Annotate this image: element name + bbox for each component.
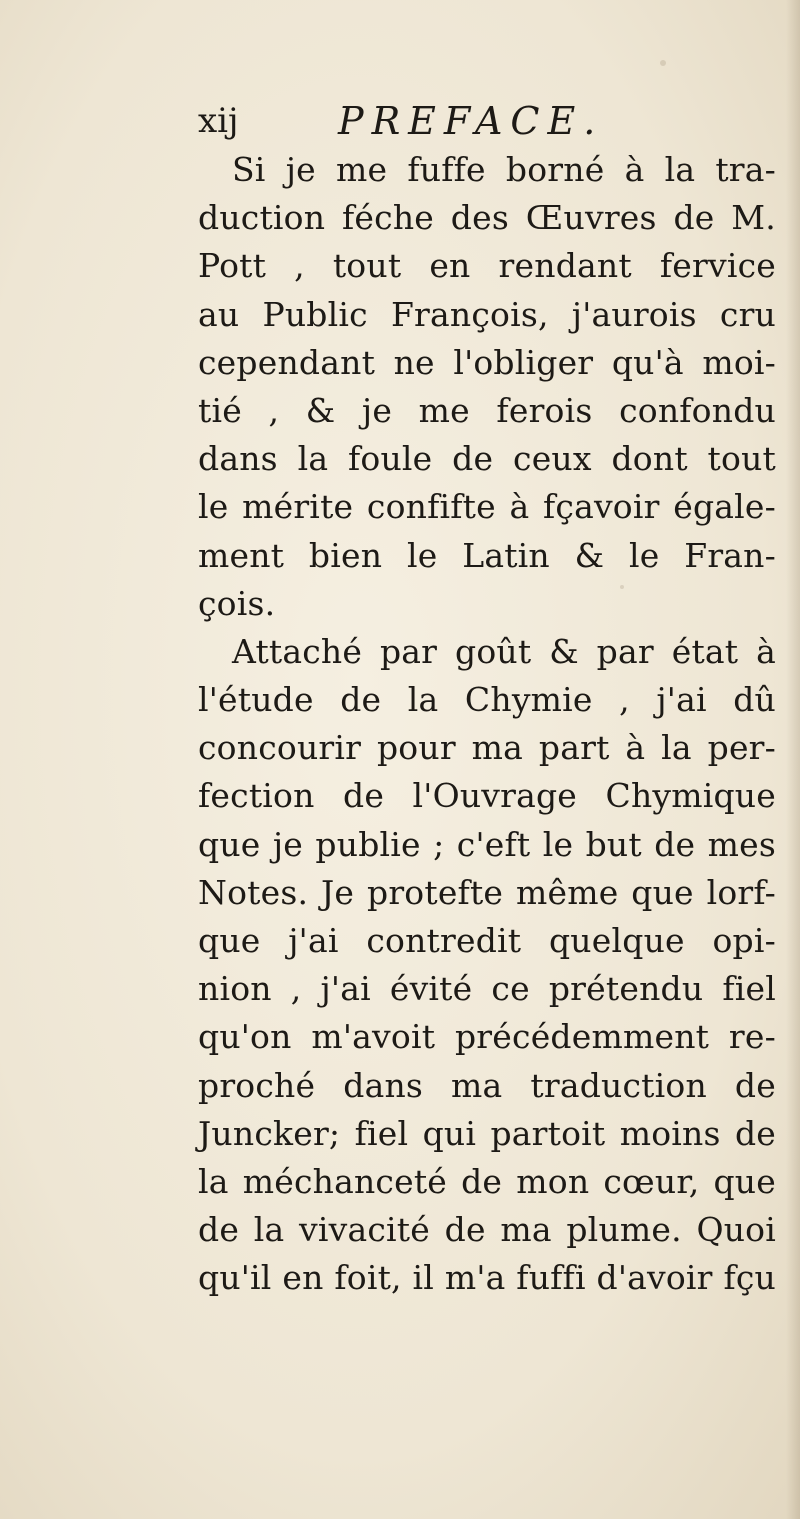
text-line: tié , & je me ferois confondu	[198, 390, 776, 430]
text-line: fection de l'Ouvrage Chymique	[198, 776, 776, 816]
text-line: duction féche des Œuvres de M.	[198, 198, 776, 238]
text-line: nion , j'ai évité ce prétendu fiel	[198, 969, 776, 1009]
text-line: que je publie ; c'eft le but de mes	[198, 824, 776, 864]
text-line: çois.	[198, 583, 276, 623]
text-line: qu'il en foit, il m'a fuffi d'avoir fçu	[198, 1258, 776, 1298]
page-edge-shadow	[786, 0, 800, 1519]
text-line: au Public François, j'aurois cru	[198, 294, 776, 334]
body-text	[198, 146, 776, 1303]
text-line: Juncker; fiel qui partoit moins de	[198, 1113, 776, 1153]
paper-speck	[660, 60, 666, 66]
paragraph	[198, 628, 776, 1303]
text-line: qu'on m'avoit précédemment re-	[198, 1017, 776, 1057]
running-title: PREFACE.	[338, 99, 604, 143]
text-line: l'étude de la Chymie , j'ai dû	[198, 680, 776, 720]
paragraph	[198, 146, 776, 628]
page-number: xij	[198, 101, 239, 141]
page-header	[198, 96, 758, 146]
text-line: de la vivacité de ma plume. Quoi	[198, 1210, 776, 1250]
text-line: concourir pour ma part à la per-	[198, 728, 776, 768]
text-line: Pott , tout en rendant fervice	[198, 246, 776, 286]
text-line: dans la foule de ceux dont tout	[198, 439, 776, 479]
text-line: le mérite confifte à fçavoir égale-	[198, 487, 776, 527]
text-line: cependant ne l'obliger qu'à moi-	[198, 342, 776, 382]
text-line: Attaché par goût & par état à	[232, 631, 776, 671]
text-line: Si je me fuffe borné à la tra-	[232, 150, 776, 189]
text-line: que j'ai contredit quelque opi-	[198, 921, 776, 960]
text-line: Notes. Je protefte même que lorf-	[198, 872, 776, 912]
text-line: proché dans ma traduction de	[198, 1065, 776, 1105]
text-line: ment bien le Latin & le Fran-	[198, 535, 776, 575]
text-line: la méchanceté de mon cœur, que	[198, 1161, 776, 1201]
